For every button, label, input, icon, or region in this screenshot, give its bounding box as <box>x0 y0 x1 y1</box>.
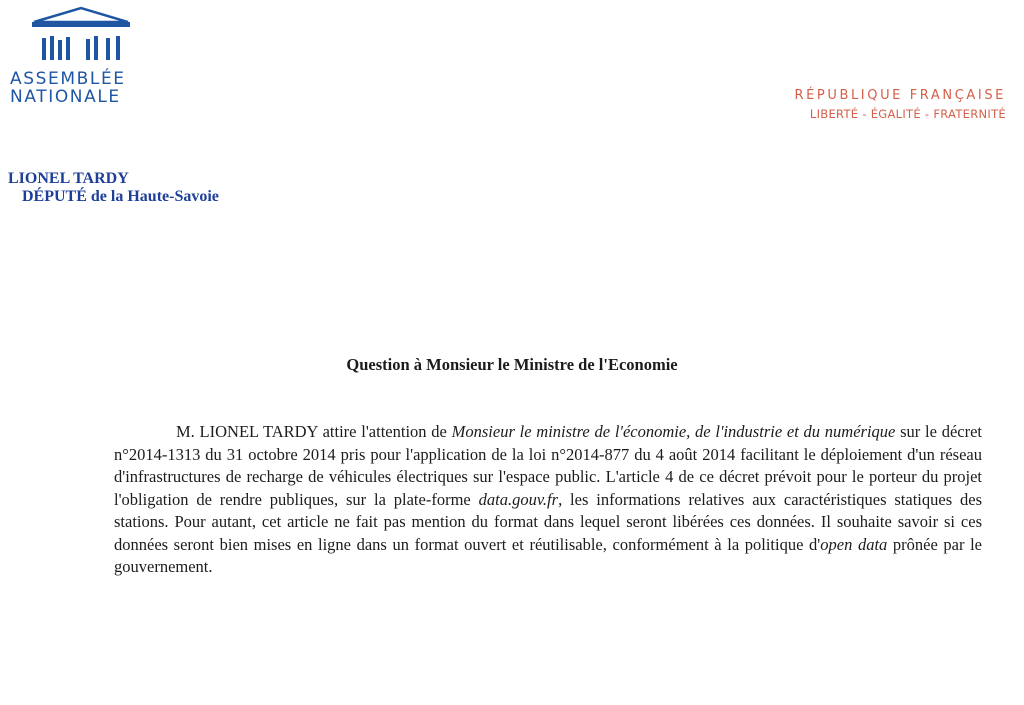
deputy-name: LIONEL TARDY <box>8 170 129 187</box>
institution-name-line1: ASSEMBLÉE <box>10 69 126 89</box>
assemblee-nationale-logo <box>6 0 156 106</box>
question-text-part3: , les informations relatives aux caractéristiques statiques des stations. Pour autant, cet article ne fait pas mention du format dans lequel seront libérées ces données. Il souhaite savoir si ces données seront bien mises en ligne dans un format ouvert et réutilisable, conformément à la politique d' <box>114 489 982 554</box>
institution-name-line2: NATIONALE <box>10 87 121 107</box>
hemicycle-columns-icon <box>26 0 136 70</box>
minister-title: Monsieur le ministre de l'économie, de l'industrie et du numérique <box>451 422 896 441</box>
question-heading: Question à Monsieur le Ministre de l'Economie <box>346 355 678 374</box>
republic-motto: LIBERTÉ - ÉGALITÉ - FRATERNITÉ <box>809 107 1006 121</box>
question-text-part1: M. LIONEL TARDY attire l'attention de <box>176 422 452 441</box>
question-text-part4: prônée par le gouvernement. <box>114 534 982 576</box>
open-data-term: open data <box>820 534 888 554</box>
question-text-part2: sur le décret n°2014-1313 du 31 octobre 2014 pris pour l'application de la loi n°2014-877 du 4 août 2014 facilitant le déploiement d'un réseau d'infrastructures de recharge de véhicules électriques sur l'espace public. L'article 4 de ce décret prévoit pour le porteur du projet l'obligation de rendre publiques, sur la plate-forme <box>114 422 983 509</box>
data-gouv-site: data.gouv.fr <box>478 489 559 509</box>
republic-header <box>794 86 1006 123</box>
republic-name: RÉPUBLIQUE FRANÇAISE <box>794 88 1006 103</box>
deputy-block <box>8 170 219 206</box>
question-body <box>114 421 982 579</box>
deputy-title: DÉPUTÉ de la Haute-Savoie <box>22 188 219 205</box>
